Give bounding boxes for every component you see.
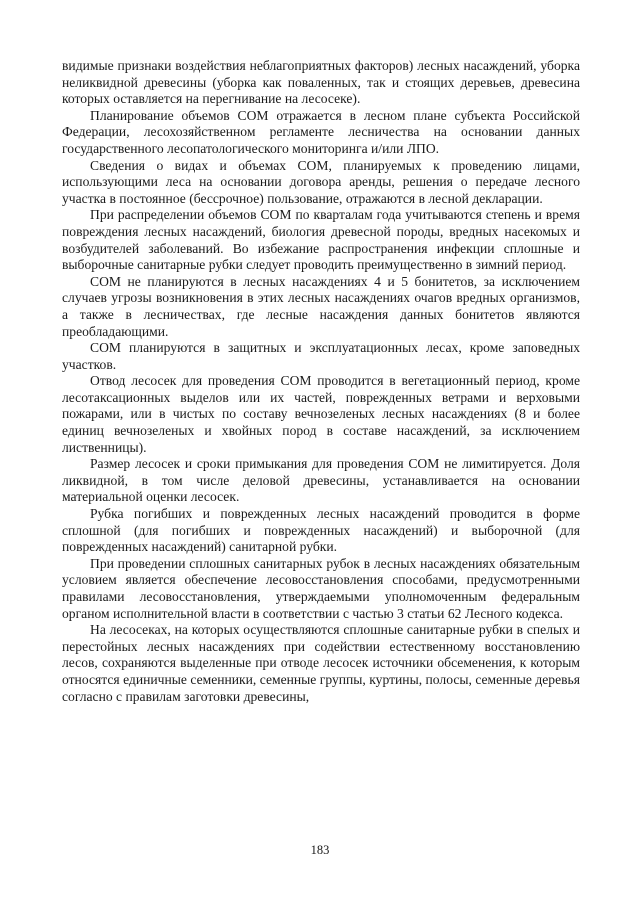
paragraph-9: Рубка погибших и поврежденных лесных насаждений проводится в форме сплошной (для погибших и поврежденных насаждений) и выборочной (для поврежденных насаждений) санитарной рубки. [62,506,580,555]
page-number: 183 [310,843,330,857]
paragraph-2: Планирование объемов СОМ отражается в лесном плане субъекта Российской Федерации, лесохозяйственном регламенте лесничества на основании данных государственного лесопатологического мониторинга и/или ЛПО. [62,107,580,156]
paragraph-4: При распределении объемов СОМ по кварталам года учитываются степень и время повреждения лесных насаждений, биология древесной породы, вредных насекомых и возбудителей заболеваний. Во избежание распространения инфекции сплошные и выборочные санитарные рубки следует проводить преимущественно в зимний период. [62,207,580,273]
paragraph-6: СОМ планируются в защитных и эксплуатационных лесах, кроме заповедных участков. [62,340,580,372]
paragraph-11: На лесосеках, на которых осуществляются сплошные санитарные рубки в спелых и перестойных лесных насаждениях при содействии естественному восстановлению лесов, сохраняются выделенные при отводе лесосек источники обсеменения, к которым относятся единичные семенники, семенные группы, куртины, полосы, семенные деревья согласно с правилам заготовки древесины, [62,622,580,704]
paragraph-7: Отвод лесосек для проведения СОМ проводится в вегетационный период, кроме лесотаксационных выделов или их частей, поврежденных ветрами и верховыми пожарами, или в чистых по составу вечнозеленых лесных насаждениях (8 и более единиц вечнозеленых и хвойных пород в составе насаждений, за исключением лиственницы). [62,373,580,455]
paragraph-8: Размер лесосек и сроки примыкания для проведения СОМ не лимитируется. Доля ликвидной, в том числе деловой древесины, устанавливается на основании материальной оценки лесосек. [62,456,580,505]
body-text [62,58,580,705]
paragraph-1: видимые признаки воздействия неблагоприятных факторов) лесных насаждений, уборка неликвидной древесины (уборка как поваленных, так и стоящих деревьев, древесина которых оставляется на перегнивание на лесосеке). [62,58,580,107]
paragraph-5: СОМ не планируются в лесных насаждениях 4 и 5 бонитетов, за исключением случаев угрозы возникновения в этих лесных насаждениях очагов вредных организмов, а также в лесничествах, где лесные насаждения данных бонитетов являются преобладающими. [62,273,580,339]
paragraph-10: При проведении сплошных санитарных рубок в лесных насаждениях обязательным условием является обеспечение лесовосстановления способами, предусмотренными правилами лесовосстановления, утверждаемыми уполномоченным федеральным органом исполнительной власти в соответствии с частью 3 статьи 62 Лесного кодекса. [62,555,580,621]
paragraph-3: Сведения о видах и объемах СОМ, планируемых к проведению лицами, использующими леса на основании договора аренды, решения о передаче лесного участка в постоянное (бессрочное) пользование, отражаются в лесной декларации. [62,157,580,206]
